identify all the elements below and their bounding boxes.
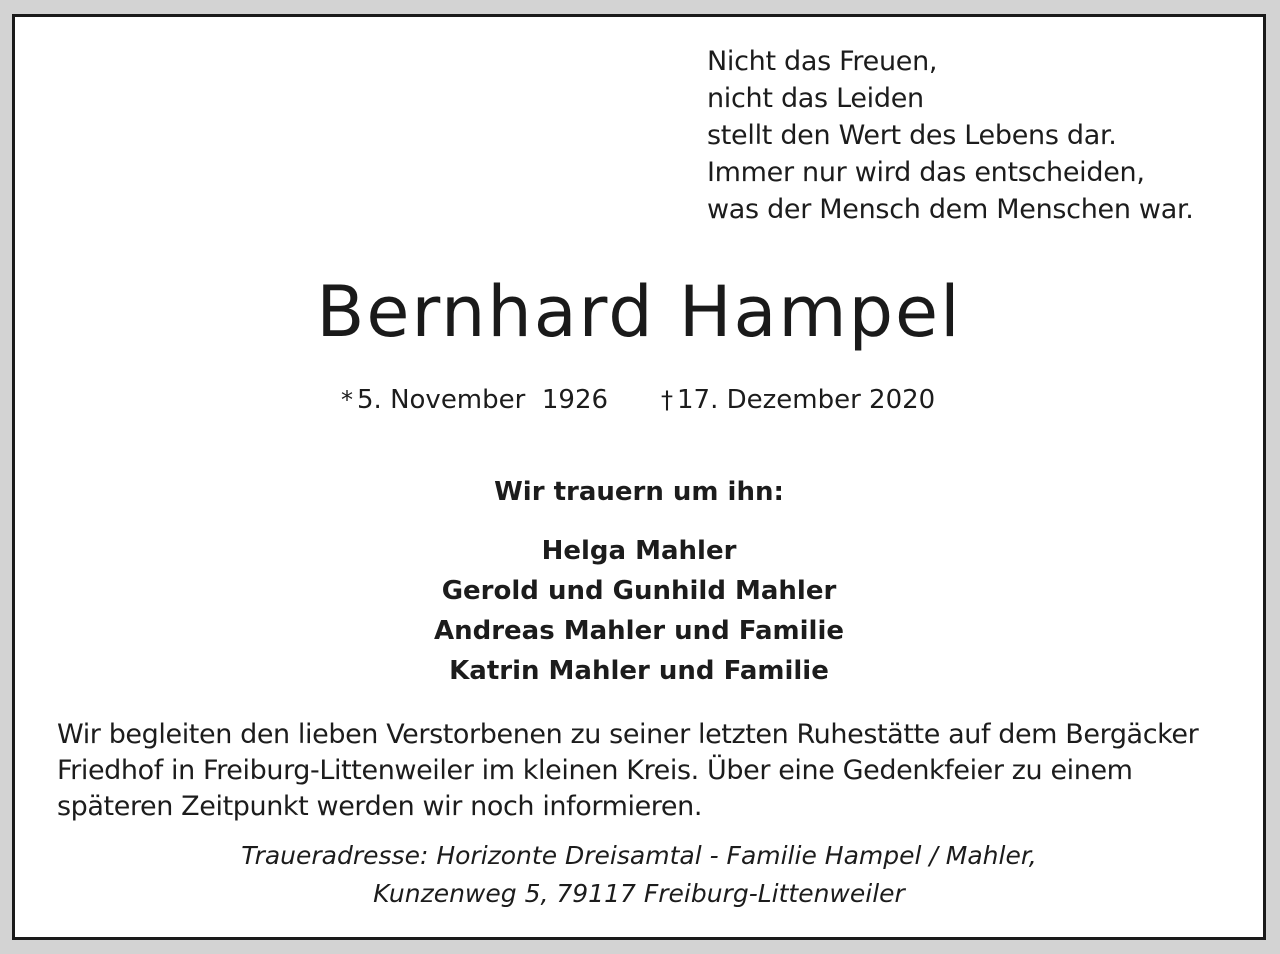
mourner-name: Helga Mahler — [541, 536, 737, 566]
address-line-2: Kunzenweg 5, 79117 Freiburg-Littenweiler — [373, 879, 905, 908]
mourner-name: Katrin Mahler und Familie — [449, 656, 829, 686]
mourners-list — [15, 531, 1263, 691]
poem-line: stellt den Wert des Lebens dar. — [707, 120, 1117, 151]
death-date-group — [661, 385, 935, 415]
mourner-name: Andreas Mahler und Familie — [433, 616, 845, 646]
death-date: 17. Dezember 2020 — [677, 385, 936, 415]
birth-date-group — [341, 385, 608, 415]
poem-line: Nicht das Freuen, — [707, 46, 938, 77]
address-line-1: Traueradresse: Horizonte Dreisamtal - Familie Hampel / Mahler, — [241, 841, 1037, 870]
poem-line: nicht das Leiden — [707, 83, 924, 114]
death-symbol: † — [661, 386, 673, 414]
funeral-notice: Wir begleiten den lieben Verstorbenen zu seiner letzten Ruhestätte auf dem Bergäcker Friedhof in Freiburg-Littenweiler im kleinen Kreis. Über eine Gedenkfeier zu einem späteren Zeitpunkt werden wir noch informieren. — [57, 719, 1199, 822]
mourners-heading: Wir trauern um ihn: — [494, 477, 784, 507]
birth-date: 5. November 1926 — [357, 385, 609, 415]
mourner-name: Gerold und Gunhild Mahler — [441, 576, 837, 606]
birth-symbol: * — [341, 386, 353, 414]
poem — [707, 43, 1194, 228]
obituary-card — [12, 14, 1266, 940]
poem-line: Immer nur wird das entscheiden, — [707, 157, 1145, 188]
poem-line: was der Mensch dem Menschen war. — [707, 194, 1194, 225]
deceased-name: Bernhard Hampel — [316, 271, 962, 353]
mourning-address — [15, 837, 1263, 913]
life-dates — [341, 385, 936, 415]
